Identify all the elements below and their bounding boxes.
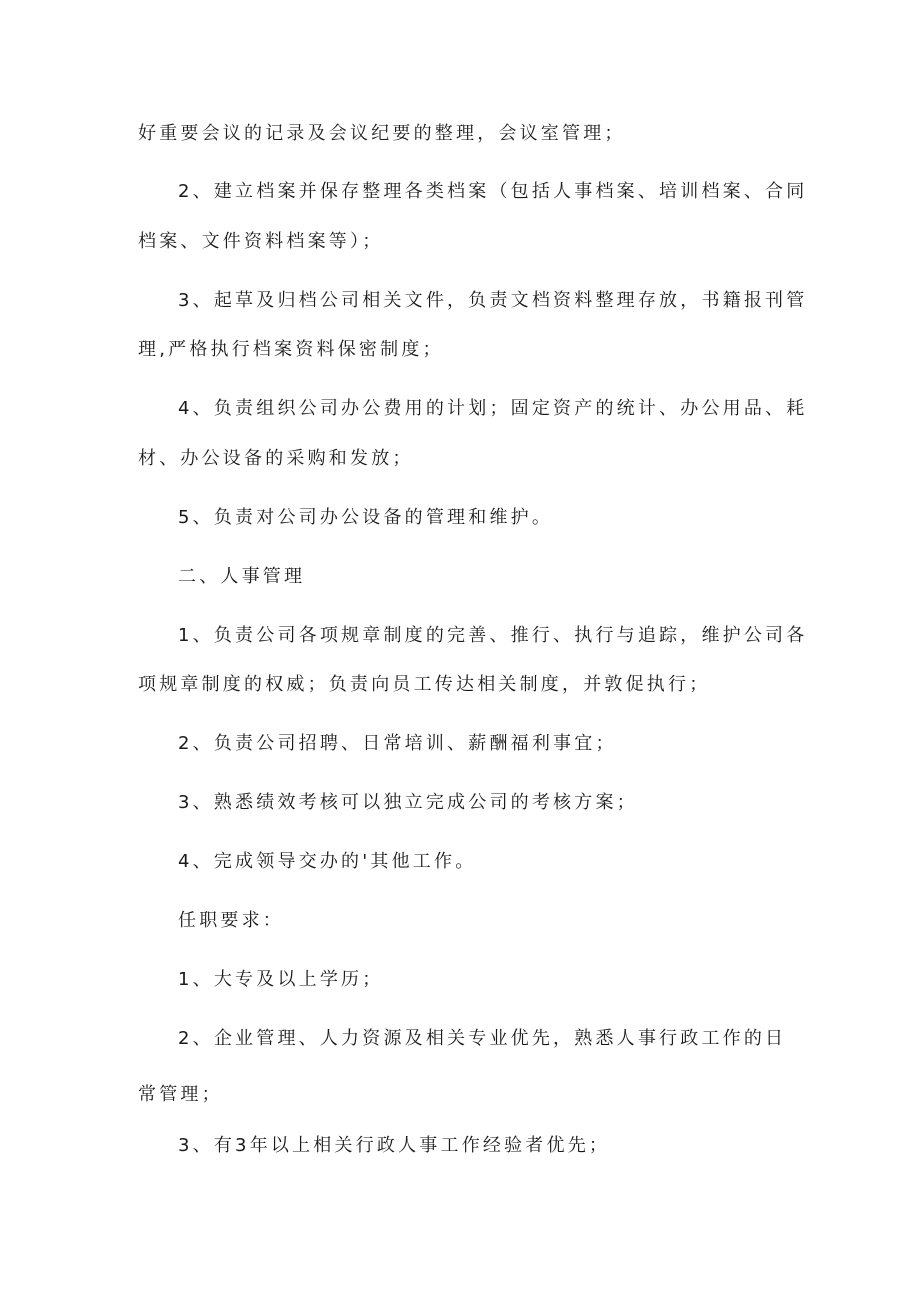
text-line-12: 2、负责公司招聘、日常培训、薪酬福利事宜； — [178, 733, 617, 754]
section-heading-personnel: 二、人事管理 — [178, 566, 306, 587]
text-line-1: 好重要会议的记录及会议纪要的整理，会议室管理； — [138, 123, 626, 144]
section-heading-requirements: 任职要求： — [178, 910, 284, 931]
text-line-6: 4、负责组织公司办公费用的计划；固定资产的统计、办公用品、耗 — [178, 398, 808, 419]
text-line-5: 理,严格执行档案资料保密制度； — [138, 339, 444, 360]
text-line-3: 档案、文件资料档案等）； — [138, 231, 384, 252]
text-line-17: 2、企业管理、人力资源及相关专业优先，熟悉人事行政工作的日 — [178, 1028, 787, 1049]
text-line-8: 5、负责对公司办公设备的管理和维护。 — [178, 507, 554, 528]
text-line-19: 3、有3年以上相关行政人事工作经验者优先； — [178, 1135, 611, 1156]
text-line-18: 常管理； — [138, 1084, 223, 1105]
text-line-2: 2、建立档案并保存整理各类档案（包括人事档案、培训档案、合同 — [178, 181, 808, 202]
text-line-14: 4、完成领导交办的'其他工作。 — [178, 851, 477, 872]
text-line-11: 项规章制度的权威；负责向员工传达相关制度，并敦促执行； — [138, 674, 711, 695]
text-line-10: 1、负责公司各项规章制度的完善、推行、执行与追踪，维护公司各 — [178, 625, 808, 646]
text-line-4: 3、起草及归档公司相关文件，负责文档资料整理存放，书籍报刊管 — [178, 290, 808, 311]
text-line-13: 3、熟悉绩效考核可以独立完成公司的考核方案； — [178, 792, 638, 813]
text-line-7: 材、办公设备的采购和发放； — [138, 448, 414, 469]
text-line-16: 1、大专及以上学历； — [178, 969, 384, 990]
